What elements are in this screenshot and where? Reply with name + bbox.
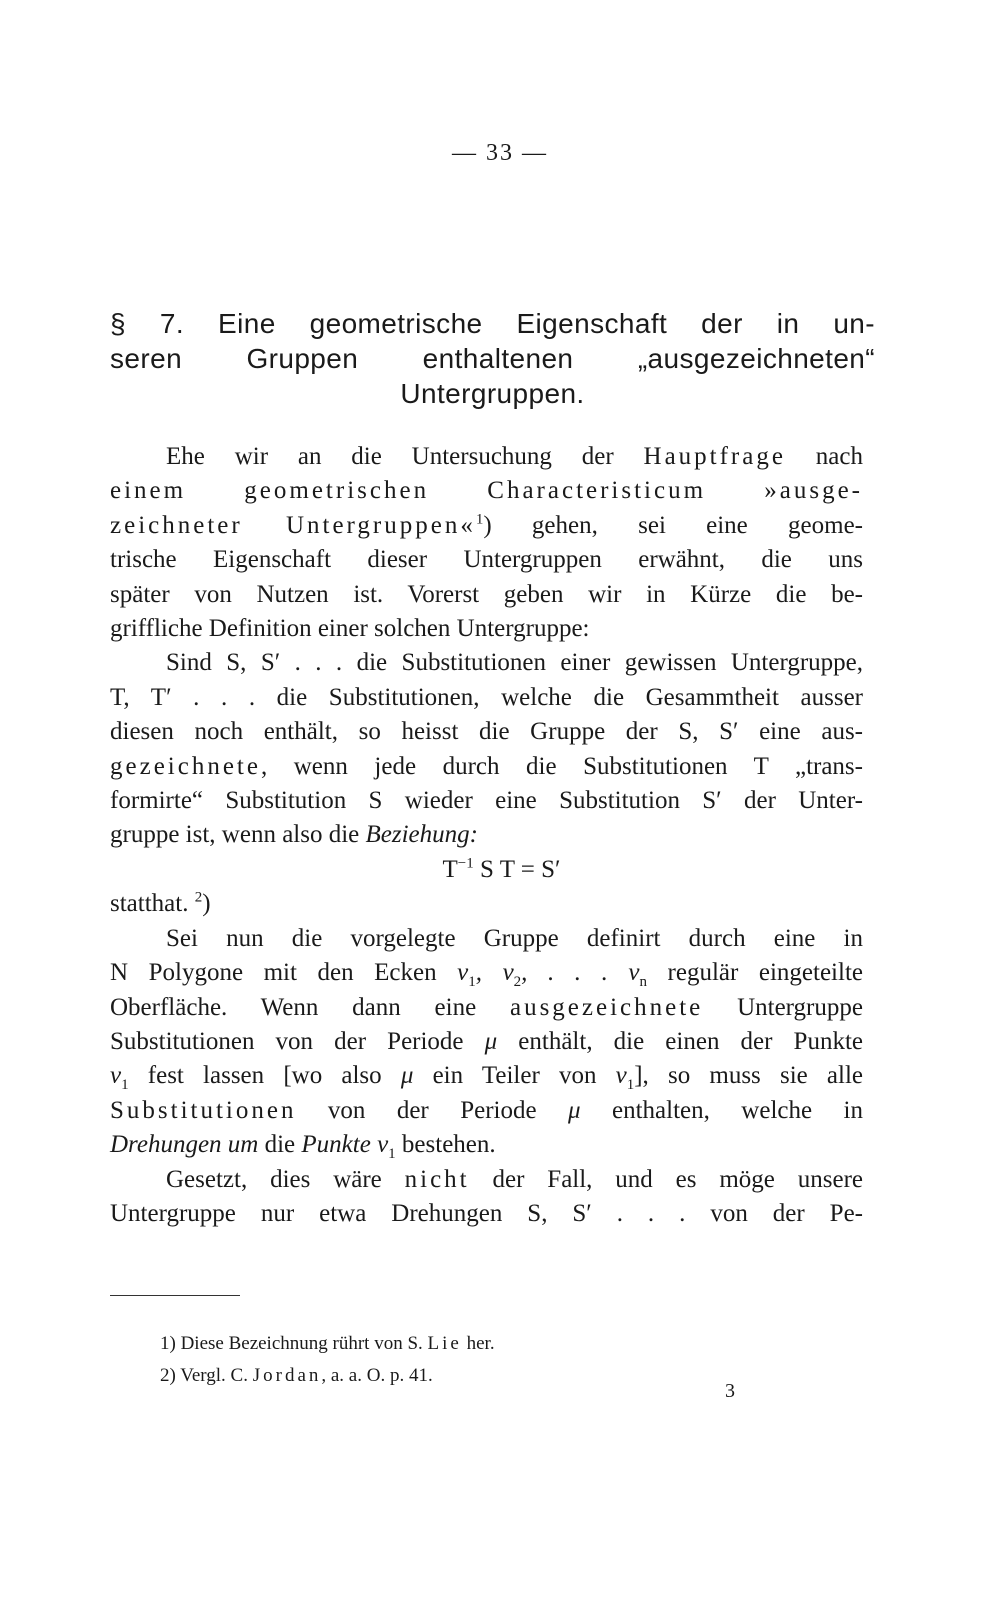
- subscript: 1: [121, 1077, 129, 1094]
- text-run: statthat.: [110, 890, 195, 918]
- footnote-rule: [110, 1295, 240, 1296]
- text-run: , wenn jede durch die Substitutionen T „trans-: [260, 752, 863, 780]
- heading-line-1: § 7. Eine geometrische Eigenschaft der in un-: [110, 308, 875, 339]
- subscript: 2: [513, 974, 522, 991]
- italic-text: Beziehung:: [365, 821, 478, 849]
- text-run: 1) Diese Bezeichnung rührt von S.: [160, 1333, 428, 1354]
- math-symbol: μ: [400, 1062, 414, 1090]
- subscript: 1: [626, 1077, 635, 1094]
- section-heading: [110, 306, 875, 411]
- paragraph-1-line-5: später von Nutzen ist. Vorerst geben wir in Kürze die be-: [110, 580, 863, 608]
- heading-line-2: seren Gruppen enthaltenen „ausgezeichneten“: [110, 343, 875, 374]
- text-run: Ehe wir an die Untersuchung der: [166, 443, 644, 470]
- spaced-emphasis: Hauptfrage: [643, 443, 786, 470]
- text-run: ) gehen, sei eine geome-: [483, 511, 863, 539]
- body-text: [110, 440, 863, 1231]
- paragraph-4-line-2: Untergruppe nur etwa Drehungen S, S′ . . . von der Pe-: [110, 1199, 863, 1227]
- subscript: n: [639, 974, 647, 991]
- text-run: enthalten, welche in: [580, 1096, 863, 1124]
- paragraph-3-line-6: [110, 1094, 863, 1128]
- footnote-2: [160, 1360, 760, 1392]
- paragraph-3-line-2: [110, 956, 863, 990]
- math-symbol: ν: [615, 1062, 627, 1090]
- paragraph-2-line-4: [110, 750, 863, 784]
- paragraph-1-line-1: [110, 440, 863, 474]
- subscript: 1: [388, 1146, 396, 1163]
- paragraph-1-line-2: einem geometrischen Characteristicum »ausge-: [110, 477, 863, 505]
- text-run: ], so muss sie alle: [634, 1062, 863, 1090]
- text-run: ein Teiler von: [413, 1062, 616, 1090]
- text-run: nach: [785, 443, 863, 470]
- math-symbol: μ: [484, 1027, 498, 1055]
- text-run: Untergruppe: [703, 993, 863, 1021]
- text-run: Oberfläche. Wenn dann eine: [110, 993, 510, 1021]
- paragraph-2-line-2: T, T′ . . . die Substitutionen, welche die Gesammtheit ausser: [110, 683, 863, 711]
- footnote-1: [160, 1328, 760, 1360]
- text-run: fest lassen [wo also: [128, 1062, 401, 1090]
- math-symbol: , ν: [475, 959, 514, 987]
- paragraph-3-line-5: [110, 1059, 863, 1093]
- text-run: die: [258, 1131, 302, 1159]
- spaced-emphasis: nicht: [404, 1165, 470, 1193]
- heading-line-3: Untergruppen.: [400, 378, 585, 409]
- signature-mark: 3: [725, 1380, 735, 1402]
- footnotes: [160, 1328, 760, 1392]
- text-run: ): [202, 890, 211, 918]
- math-symbol: μ: [568, 1096, 581, 1124]
- equation-part: T: [442, 855, 458, 883]
- paragraph-1-line-4: trische Eigenschaft dieser Untergruppen erwähnt, die uns: [110, 546, 863, 574]
- text-run: der Fall, und es möge unsere: [469, 1165, 863, 1193]
- text-run: gruppe ist, wenn also die: [110, 821, 366, 849]
- text-run: bestehen.: [395, 1131, 496, 1159]
- paragraph-4-line-1: [110, 1163, 863, 1197]
- spaced-emphasis: Substitutionen: [110, 1096, 297, 1124]
- italic-text: Punkte ν: [301, 1131, 389, 1159]
- text-run: enthält, die einen der Punkte: [497, 1027, 864, 1055]
- paragraph-3-line-3: [110, 991, 863, 1025]
- math-symbol: ν: [457, 959, 469, 987]
- paragraph-2-line-5: formirte“ Substitution S wieder eine Substitution S′ der Unter-: [110, 787, 863, 815]
- text-run: her.: [461, 1333, 495, 1354]
- subscript: 1: [468, 974, 476, 991]
- text-run: 2) Vergl. C.: [160, 1365, 253, 1386]
- math-symbol: , . . . ν: [521, 959, 640, 987]
- paragraph-3-line-1: Sei nun die vorgelegte Gruppe definirt durch eine in: [166, 924, 863, 952]
- spaced-emphasis: Lie: [427, 1333, 462, 1354]
- spaced-emphasis: zeichneter Untergruppen«: [110, 511, 476, 539]
- paragraph-1-line-6: griffliche Definition einer solchen Untergruppe:: [110, 615, 590, 643]
- paragraph-2-line-3: diesen noch enthält, so heisst die Gruppe der S, S′ eine aus-: [110, 718, 863, 746]
- text-run: von der Periode: [296, 1096, 568, 1124]
- spaced-emphasis: ausgezeichnete: [509, 993, 704, 1021]
- paragraph-2-line-1: Sind S, S′ . . . die Substitutionen einer gewissen Untergruppe,: [166, 649, 863, 677]
- text-run: Gesetzt, dies wäre: [166, 1165, 405, 1193]
- text-run: Substitutionen von der Periode: [110, 1027, 485, 1055]
- page-number: — 33 —: [452, 140, 548, 166]
- paragraph-2-line-6: [110, 818, 863, 852]
- text-run: , a. a. O. p. 41.: [321, 1365, 433, 1386]
- text-run: regulär eingeteilte: [646, 959, 863, 987]
- spaced-emphasis: gezeichnete: [110, 752, 261, 780]
- equation-exponent: −1: [457, 855, 474, 872]
- spaced-emphasis: Jordan: [252, 1365, 322, 1386]
- paragraph-2-line-7: [110, 887, 863, 921]
- paragraph-3-line-4: [110, 1025, 863, 1059]
- footnote-ref-2: 2: [194, 889, 203, 906]
- text-run: N Polygone mit den Ecken: [110, 959, 458, 987]
- equation: [110, 853, 863, 887]
- math-symbol: ν: [110, 1062, 122, 1090]
- footnote-ref-1: 1: [475, 511, 484, 528]
- italic-text: Drehungen um: [110, 1131, 259, 1159]
- paragraph-3-line-7: [110, 1128, 863, 1162]
- equation-part: S T = S′: [473, 855, 561, 883]
- paragraph-1-line-3: [110, 509, 863, 543]
